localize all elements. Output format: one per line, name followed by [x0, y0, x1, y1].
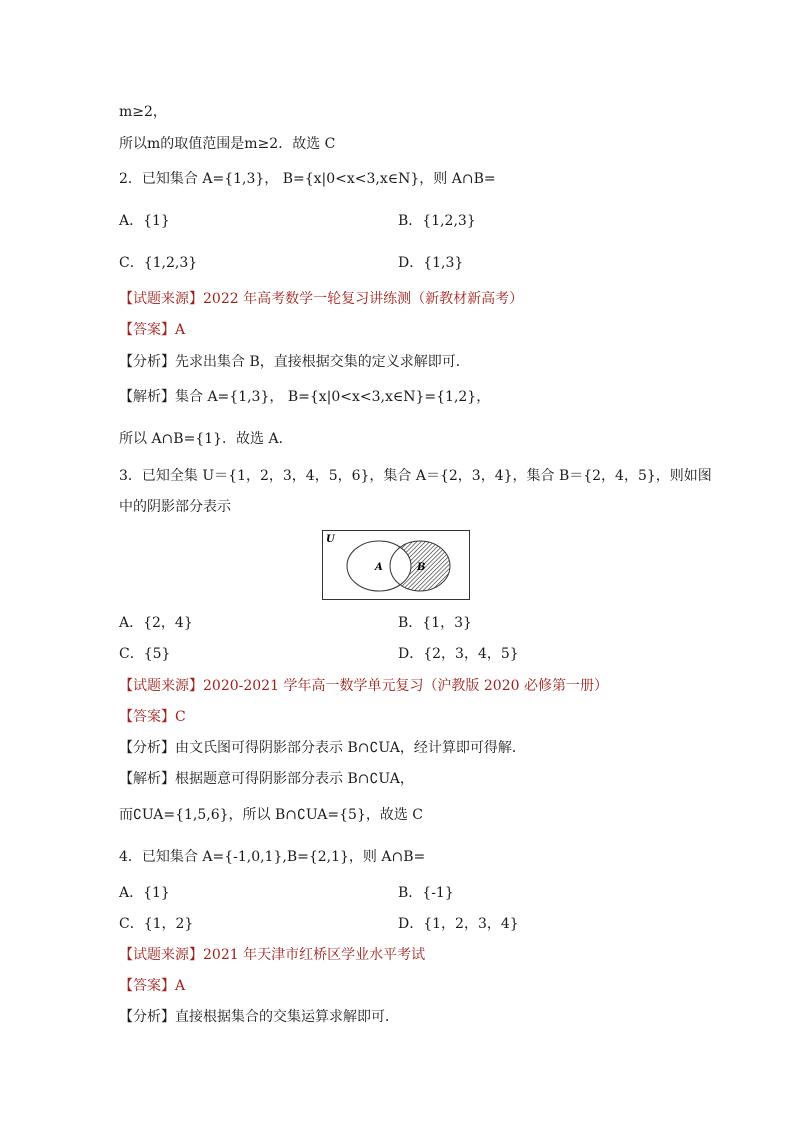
- option-a: A．{1}: [119, 885, 170, 901]
- analysis-label: 【分析】由文氏图可得阴影部分表示 B∩∁UA，经计算即可得解．: [119, 740, 526, 756]
- source-label: 【试题来源】2020-2021 学年高一数学单元复习（沪教版 2020 必修第一册）: [119, 678, 608, 694]
- solution-label: 【解析】集合 A={1,3}， B={x|0<x<3,x∈N}={1,2}，: [119, 389, 491, 405]
- question-3-line-2: 中的阴影部分表示: [119, 499, 231, 515]
- option-b: B．{-1}: [398, 885, 454, 901]
- answer-label: 【答案】A: [119, 322, 186, 338]
- analysis-label: 【分析】先求出集合 B，直接根据交集的定义求解即可．: [119, 354, 470, 370]
- option-c: C．{5}: [119, 646, 171, 662]
- option-c: C．{1,2,3}: [119, 255, 198, 271]
- source-label: 【试题来源】2021 年天津市红桥区学业水平考试: [119, 947, 426, 963]
- option-b: B．{1，3}: [398, 615, 472, 631]
- text-line: 所以 A∩B={1}．故选 A．: [119, 431, 293, 447]
- option-d: D．{1，2，3，4}: [398, 916, 519, 932]
- question-4: 4．已知集合 A={-1,0,1},B={2,1}，则 A∩B=: [119, 849, 426, 865]
- option-a: A．{1}: [119, 213, 170, 229]
- question-3-line-1: 3．已知全集 U＝{1，2，3，4，5，6}，集合 A＝{2，3，4}，集合 B＝{2，4，5}，则如图: [119, 468, 712, 484]
- option-c: C．{1，2}: [119, 916, 194, 932]
- analysis-label: 【分析】直接根据集合的交集运算求解即可．: [119, 1009, 399, 1025]
- label-a: A: [375, 562, 383, 573]
- answer-label: 【答案】A: [119, 978, 186, 994]
- option-d: D．{2，3，4，5}: [398, 646, 519, 662]
- option-d: D．{1,3}: [398, 255, 464, 271]
- text-line: 而∁UA={1,5,6}，所以 B∩∁UA={5}，故选 C: [119, 807, 424, 823]
- label-b: B: [417, 562, 426, 573]
- question-2: 2．已知集合 A={1,3}， B={x|0<x<3,x∈N}，则 A∩B=: [119, 171, 496, 187]
- answer-label: 【答案】C: [119, 709, 186, 725]
- label-u: U: [326, 534, 335, 545]
- text-line: 所以m的取值范围是m≥2．故选 C: [119, 136, 336, 152]
- option-b: B．{1,2,3}: [398, 213, 476, 229]
- option-a: A．{2，4}: [119, 615, 193, 631]
- source-label: 【试题来源】2022 年高考数学一轮复习讲练测（新教材新高考）: [119, 291, 524, 307]
- text-line: m≥2，: [119, 104, 167, 120]
- solution-label: 【解析】根据题意可得阴影部分表示 B∩∁UA，: [119, 771, 414, 787]
- venn-diagram: [322, 530, 470, 600]
